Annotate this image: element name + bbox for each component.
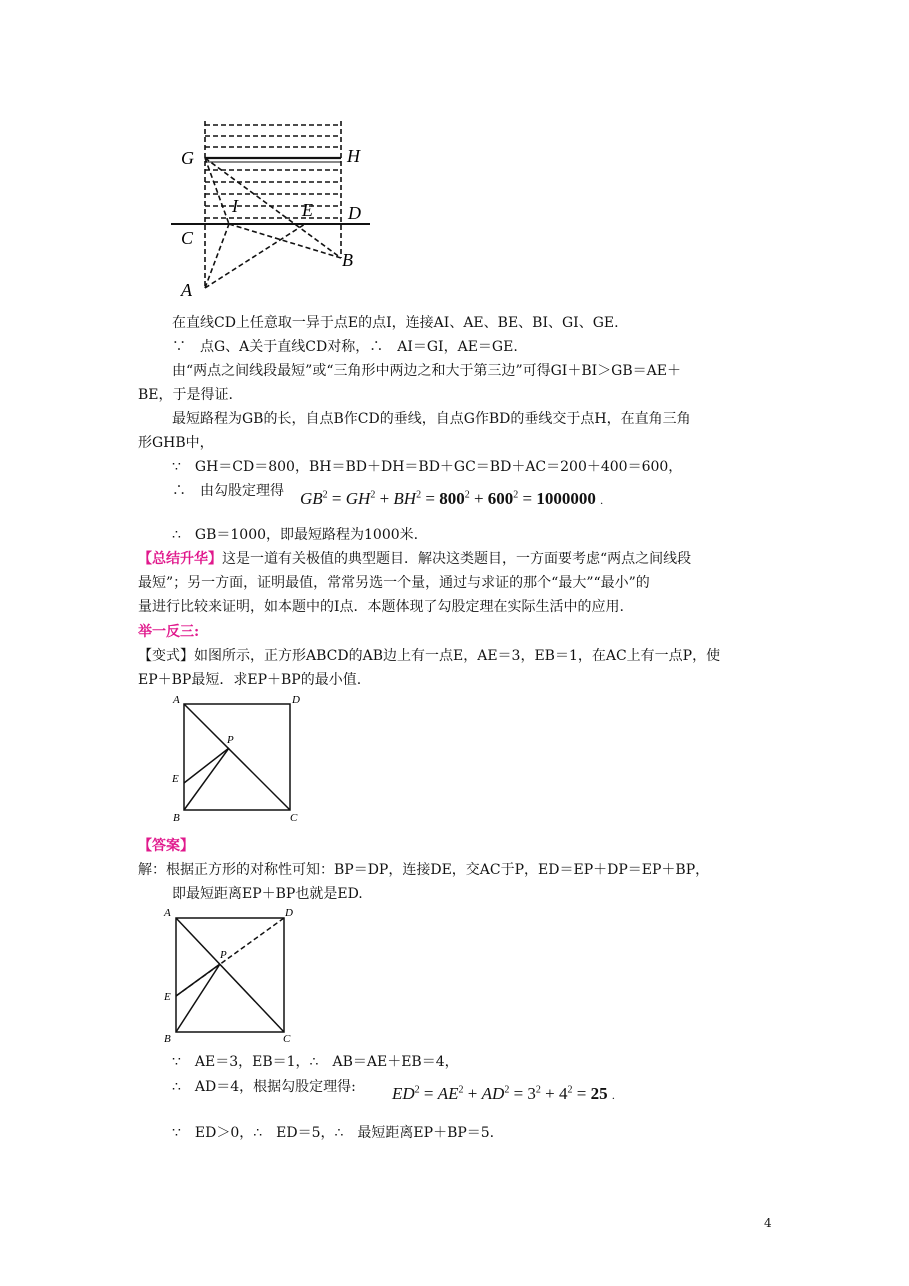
label-a: A [181, 280, 192, 300]
variant-line-1: 【变式】如图所示，正方形ABCD的AB边上有一点E，AE＝3，EB＝1，在AC上有一点P，使 [138, 648, 721, 664]
label-d: D [285, 907, 293, 919]
summary-line-2: 最短”；另一方面，证明最值，常常另选一个量，通过与求证的那个“最大”“最小”的 [138, 575, 650, 591]
label-g: G [181, 148, 194, 168]
para-inequality-cont: BE，于是得证. [138, 387, 233, 403]
figure-reflection-diagram [165, 118, 380, 303]
figure-square-question [168, 692, 308, 824]
label-e: E [172, 773, 179, 785]
label-i: I [232, 196, 238, 216]
para-symmetry: ∵ 点G、A关于直线CD对称，∴ AI＝GI，AE＝GE. [172, 339, 518, 355]
para-shortest: 最短路程为GB的长，自点B作CD的垂线，自点G作BD的垂线交于点H，在直角三角 [172, 411, 691, 427]
label-d: D [292, 694, 300, 706]
line-ae-eb: ∵ AE＝3，EB＝1，∴ AB＝AE＋EB＝4， [172, 1054, 459, 1070]
summary-line-1: 【总结升华】这是一道有关极值的典型题目．解决这类题目，一方面要考虑“两点之间线段 [138, 551, 692, 567]
answer-line-1: 解：根据正方形的对称性可知：BP＝DP，连接DE，交AC于P，ED＝EP＋DP＝EP＋BP， [138, 862, 710, 878]
figure-square-answer [158, 904, 308, 1046]
label-d: D [348, 203, 361, 223]
label-c: C [181, 228, 194, 248]
label-e: E [164, 991, 171, 1003]
label-p: P [220, 949, 227, 961]
label-a: A [173, 694, 180, 706]
para-inequality: 由“两点之间线段最短”或“三角形中两边之和大于第三边”可得GI＋BI＞GB＝AE＋ [172, 363, 681, 379]
summary-tag: 【总结升华】 [138, 551, 222, 567]
para-result: ∴ GB＝1000，即最短路程为1000米. [172, 527, 419, 543]
label-b: B [173, 812, 180, 824]
variant-line-2: EP＋BP最短．求EP＋BP的最小值. [138, 672, 362, 688]
line-ad: ∴ AD＝4，根据勾股定理得: [172, 1079, 356, 1095]
line-final: ∵ ED＞0，∴ ED＝5，∴ 最短距离EP＋BP＝5. [172, 1125, 495, 1141]
para-choose-point: 在直线CD上任意取一异于点E的点I，连接AI、AE、BE、BI、GI、GE. [172, 315, 619, 331]
formula-gb: $GB^2 = GH^2 + BH^2 = 800^2 + 600^2 = 1000000$ . [300, 489, 604, 508]
label-b: B [164, 1033, 171, 1045]
page-number: 4 [764, 1216, 772, 1230]
para-shortest-cont: 形GHB中， [138, 435, 214, 451]
answer-line-2: 即最短距离EP＋BP也就是ED. [172, 886, 363, 902]
label-b: B [342, 250, 353, 270]
label-c: C [283, 1033, 291, 1045]
summary-line-3: 量进行比较来证明，如本题中的I点．本题体现了勾股定理在实际生活中的应用. [138, 599, 624, 615]
label-h: H [347, 146, 360, 166]
label-c: C [290, 812, 298, 824]
example-heading: 举一反三: [138, 624, 200, 640]
label-p: P [227, 734, 234, 746]
formula-ed: $ED^2 = AE^2 + AD^2 = 3^2 + 4^2 = 25$ . [392, 1084, 615, 1103]
answer-heading: 【答案】 [138, 838, 194, 854]
para-lengths: ∵ GH＝CD＝800，BH＝BD＋DH＝BD＋GC＝BD＋AC＝200＋400＝600， [172, 459, 683, 475]
label-e: E [302, 200, 313, 220]
para-pythag: ∴ 由勾股定理得 [172, 483, 284, 499]
label-a: A [164, 907, 171, 919]
